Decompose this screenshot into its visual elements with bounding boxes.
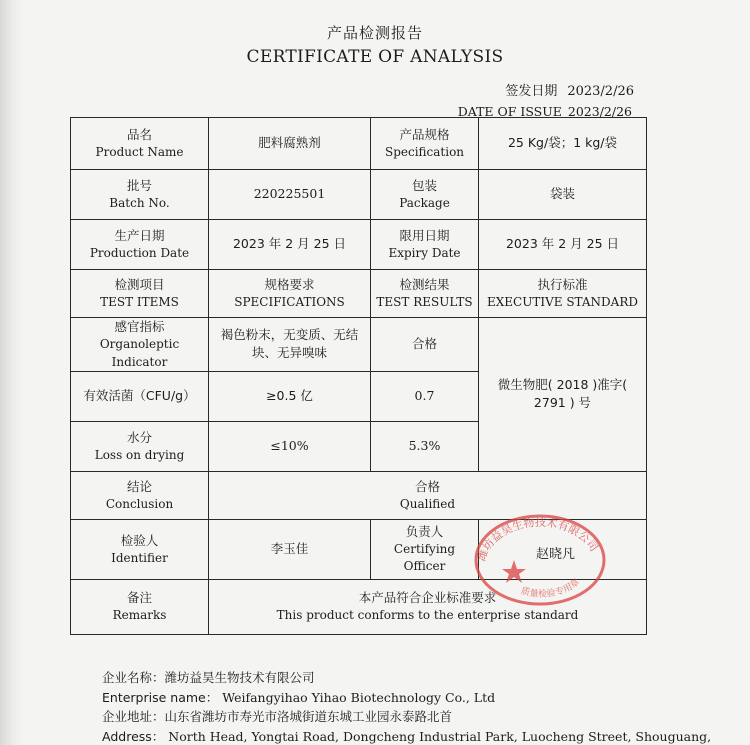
issue-label-cn: 签发日期 <box>505 84 558 99</box>
footer-address-cn: 企业地址：山东省潍坊市寿光市洛城街道东城工业园永泰路北首 <box>102 709 453 724</box>
executive-standard-value: 微生物肥( 2018 )准字( 2791 ) 号 <box>479 318 647 472</box>
expiry-date-label: 限用日期 Expiry Date <box>371 220 479 270</box>
batch-label: 批号 Batch No. <box>71 170 209 220</box>
package-value: 袋装 <box>479 170 647 220</box>
identifier-value: 李玉佳 <box>209 519 371 579</box>
document-title-cn: 产品检测报告 <box>326 24 423 42</box>
identifier-label: 检验人 Identifier <box>71 519 209 579</box>
expiry-date-value: 2023 年 2 月 25 日 <box>479 220 647 270</box>
row-batch <box>71 170 647 220</box>
test-item-organoleptic: 感官指标 Organoleptic Indicator <box>71 318 209 372</box>
result-viable-bacteria: 0.7 <box>371 371 479 421</box>
conclusion-label: 结论 Conclusion <box>71 471 209 519</box>
row-product-name <box>71 118 647 170</box>
certifying-officer-value: 赵晓凡 <box>536 547 576 562</box>
footer-enterprise-cn: 企业名称：潍坊益昊生物技术有限公司 <box>102 670 315 685</box>
remarks-value: 本产品符合企业标准要求 This product conforms to the enterprise standard <box>209 579 647 634</box>
spec-organoleptic: 褐色粉末，无变质、无结块、无异嗅味 <box>209 318 371 372</box>
conclusion-value: 合格 Qualified <box>209 471 647 519</box>
test-item-moisture: 水分 Loss on drying <box>71 421 209 471</box>
issue-label-en: DATE OF ISSUE <box>457 104 562 119</box>
production-date-value: 2023 年 2 月 25 日 <box>209 220 371 270</box>
issue-date-value-en: 2023/2/26 <box>567 104 632 119</box>
batch-value: 220225501 <box>209 170 371 220</box>
package-label: 包装 Package <box>371 170 479 220</box>
document-title-en: CERTIFICATE OF ANALYSIS <box>246 47 504 67</box>
row-column-headers <box>71 270 647 318</box>
product-name-label: 品名 Product Name <box>71 118 209 170</box>
test-items-header: 检测项目 TEST ITEMS <box>71 270 209 318</box>
spec-viable-bacteria: ≥0.5 亿 <box>209 371 371 421</box>
row-conclusion <box>71 471 647 519</box>
issue-date-value-cn: 2023/2/26 <box>567 84 634 99</box>
certifying-officer-label: 负责人 Certifying Officer <box>371 519 479 579</box>
seal-subtext: 质量检验专用章 <box>519 577 582 600</box>
seal-text: 潍坊益昊生物技术有限公司 <box>474 515 601 563</box>
executive-standard-header: 执行标准 EXECUTIVE STANDARD <box>479 270 647 318</box>
specification-label: 产品规格 Specification <box>371 118 479 170</box>
test-item-viable-bacteria: 有效活菌（CFU/g） <box>71 371 209 421</box>
issue-date-cn <box>505 80 634 99</box>
spec-moisture: ≤10% <box>209 421 371 471</box>
page-shadow <box>0 0 22 745</box>
footer-enterprise-en: Enterprise name： Weifangyihao Yihao Biotechnology Co., Ltd <box>102 690 496 705</box>
remarks-label: 备注 Remarks <box>71 579 209 634</box>
specifications-header: 规格要求 SPECIFICATIONS <box>209 270 371 318</box>
table-row <box>71 318 647 372</box>
result-organoleptic: 合格 <box>371 318 479 372</box>
row-remarks <box>71 579 647 634</box>
production-date-label: 生产日期 Production Date <box>71 220 209 270</box>
result-moisture: 5.3% <box>371 421 479 471</box>
footer-address-en: Address： North Head, Yongtai Road, Dongcheng Industrial Park, Luocheng Street, Shouguang, <box>102 729 712 744</box>
row-dates <box>71 220 647 270</box>
product-name-value: 肥料腐熟剂 <box>209 118 371 170</box>
test-results-header: 检测结果 TEST RESULTS <box>371 270 479 318</box>
specification-value: 25 Kg/袋；1 kg/袋 <box>479 118 647 170</box>
